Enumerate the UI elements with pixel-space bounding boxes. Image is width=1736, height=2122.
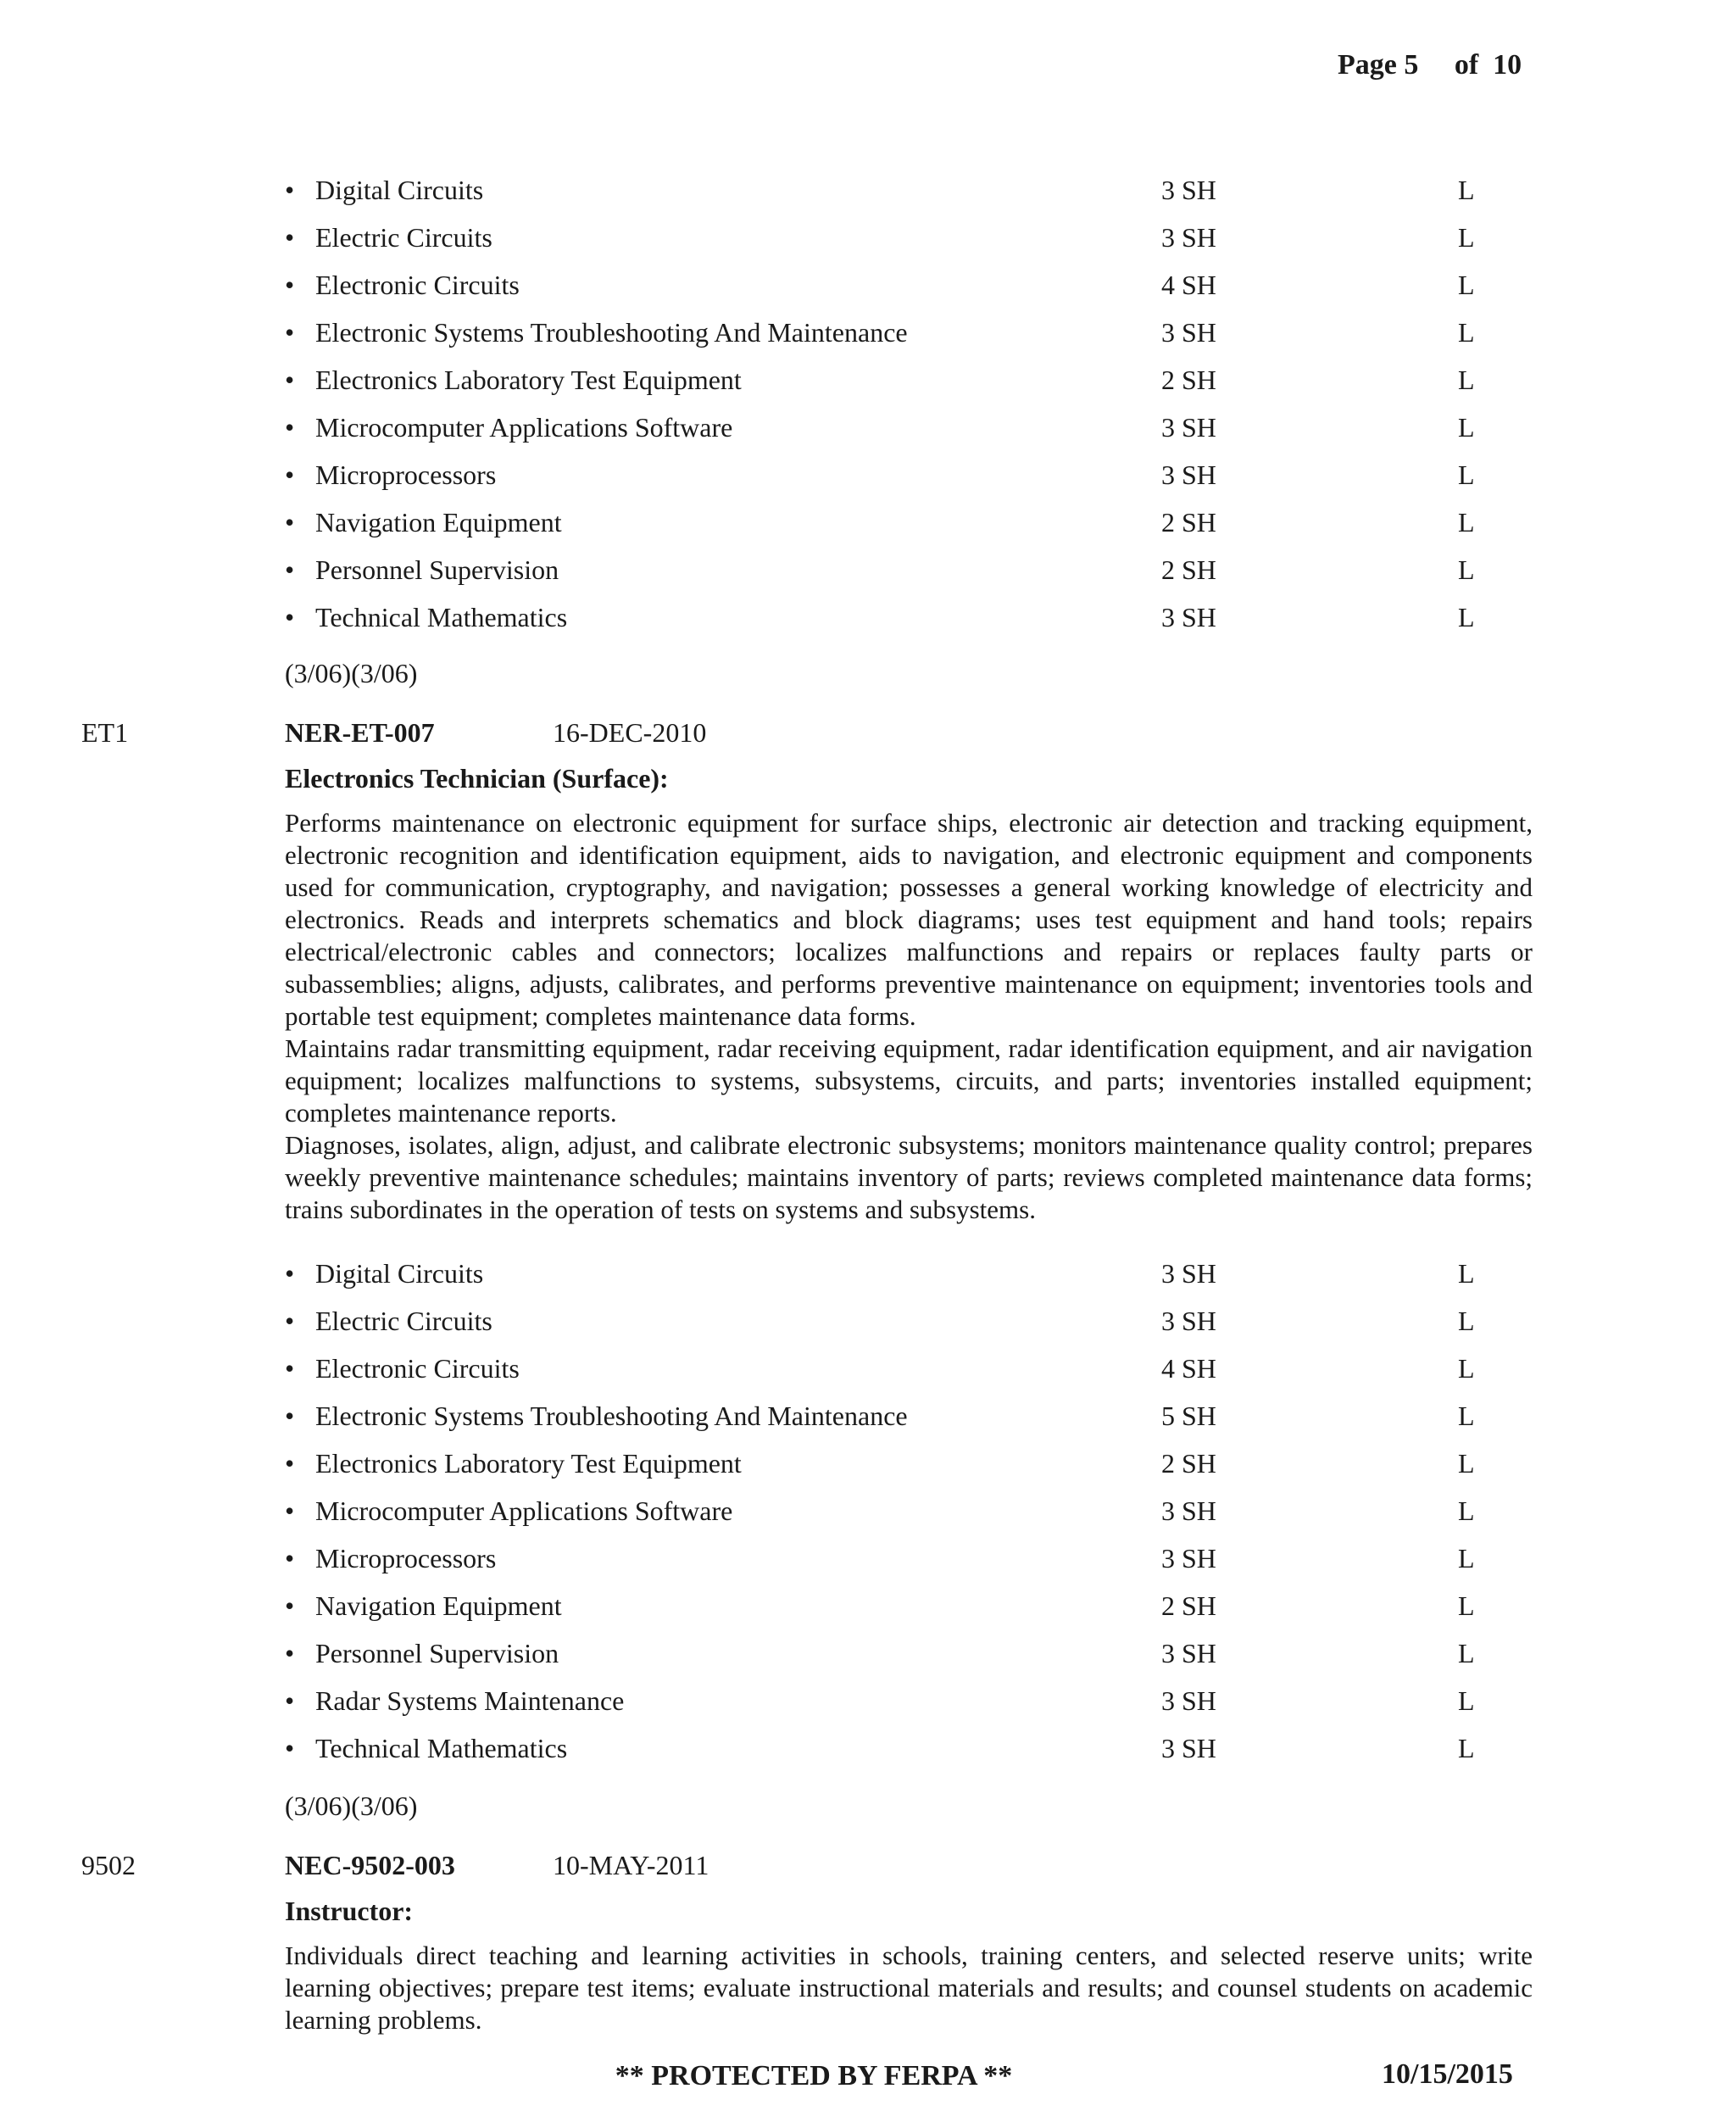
- description-paragraph: Performs maintenance on electronic equipment for surface ships, electronic air detection and tracking equipment, electronic recognition and identification equipment, aids to navigation, and electronic equipment and components used for communication, cryptography, and navigation; possesses a general working knowledge of electricity and electronics. Reads and interprets schematics and block diagrams; uses test equipment and hand tools; repairs electrical/electronic cables and connectors; localizes malfunctions and repairs or replaces faulty parts or subassemblies; aligns, adjusts, calibrates, and performs preventive maintenance on equipment; inventories tools and portable test equipment; completes maintenance data forms.: [285, 808, 1533, 1031]
- list-item: [0, 1401, 1736, 1448]
- course-name: Technical Mathematics: [315, 602, 568, 632]
- course-level: L: [1458, 1448, 1475, 1479]
- course-credit: 2 SH: [1161, 365, 1216, 395]
- bullet-icon: •: [285, 1353, 295, 1384]
- course-credit: 5 SH: [1161, 1401, 1216, 1431]
- bullet-icon: •: [285, 1685, 295, 1716]
- course-credit: 3 SH: [1161, 1258, 1216, 1289]
- bullet-icon: •: [285, 270, 295, 300]
- course-level: L: [1458, 1685, 1475, 1716]
- entry-title: Electronics Technician (Surface):: [285, 763, 669, 794]
- list-item: [0, 1448, 1736, 1495]
- course-credit: 3 SH: [1161, 1306, 1216, 1336]
- course-level: L: [1458, 1733, 1475, 1763]
- list-item: [0, 365, 1736, 412]
- entry-title: Instructor:: [285, 1896, 414, 1926]
- description-paragraph: Diagnoses, isolates, align, adjust, and calibrate electronic subsystems; monitors maintenance quality control; prepares weekly preventive maintenance schedules; maintains inventory of parts; reviews completed maintenance data forms; trains subordinates in the operation of tests on systems and subsystems.: [285, 1130, 1533, 1224]
- course-name: Microcomputer Applications Software: [315, 412, 733, 443]
- course-credit: 3 SH: [1161, 602, 1216, 632]
- course-level: L: [1458, 459, 1475, 490]
- list-item: [0, 1685, 1736, 1733]
- course-level: L: [1458, 365, 1475, 395]
- course-level: L: [1458, 412, 1475, 443]
- course-level: L: [1458, 1258, 1475, 1289]
- course-name: Electronics Laboratory Test Equipment: [315, 365, 742, 395]
- course-credit: 3 SH: [1161, 1638, 1216, 1668]
- course-credit: 3 SH: [1161, 459, 1216, 490]
- bullet-icon: •: [285, 1401, 295, 1431]
- bullet-icon: •: [285, 1733, 295, 1763]
- course-level: L: [1458, 1590, 1475, 1621]
- course-level: L: [1458, 317, 1475, 348]
- course-name: Radar Systems Maintenance: [315, 1685, 625, 1716]
- bullet-icon: •: [285, 602, 295, 632]
- entry-date: 16-DEC-2010: [553, 717, 707, 748]
- course-credit: 3 SH: [1161, 175, 1216, 205]
- bullet-icon: •: [285, 222, 295, 253]
- course-credit: 2 SH: [1161, 1448, 1216, 1479]
- list-item: [0, 507, 1736, 554]
- list-item: [0, 270, 1736, 317]
- course-name: Electronic Circuits: [315, 270, 520, 300]
- course-name: Technical Mathematics: [315, 1733, 568, 1763]
- bullet-icon: •: [285, 507, 295, 537]
- footer-date: 10/15/2015: [1382, 2058, 1513, 2090]
- bullet-icon: •: [285, 1258, 295, 1289]
- course-level: L: [1458, 270, 1475, 300]
- course-name: Electronic Circuits: [315, 1353, 520, 1384]
- course-level: L: [1458, 554, 1475, 585]
- course-credit: 3 SH: [1161, 412, 1216, 443]
- course-level: L: [1458, 222, 1475, 253]
- course-credit: 3 SH: [1161, 317, 1216, 348]
- list-item: [0, 602, 1736, 649]
- list-item: [0, 317, 1736, 365]
- bullet-icon: •: [285, 1543, 295, 1573]
- course-credit: 2 SH: [1161, 507, 1216, 537]
- course-name: Electric Circuits: [315, 222, 492, 253]
- course-credit: 4 SH: [1161, 1353, 1216, 1384]
- course-name: Microcomputer Applications Software: [315, 1495, 733, 1526]
- course-name: Microprocessors: [315, 1543, 497, 1573]
- course-credit: 3 SH: [1161, 1733, 1216, 1763]
- bullet-icon: •: [285, 1590, 295, 1621]
- bullet-icon: •: [285, 175, 295, 205]
- entry-id: NEC-9502-003: [285, 1850, 455, 1880]
- list-item: [0, 175, 1736, 222]
- entry-description: [285, 807, 1533, 1226]
- course-credit: 2 SH: [1161, 554, 1216, 585]
- course-credit: 3 SH: [1161, 222, 1216, 253]
- bullet-icon: •: [285, 317, 295, 348]
- course-name: Microprocessors: [315, 459, 497, 490]
- course-name: Personnel Supervision: [315, 1638, 559, 1668]
- course-level: L: [1458, 1353, 1475, 1384]
- course-level: L: [1458, 1306, 1475, 1336]
- course-name: Electronics Laboratory Test Equipment: [315, 1448, 742, 1479]
- list-item: [0, 554, 1736, 602]
- course-name: Navigation Equipment: [315, 507, 562, 537]
- list-item: [0, 1258, 1736, 1306]
- course-name: Personnel Supervision: [315, 554, 559, 585]
- list-item: [0, 1306, 1736, 1353]
- course-level: L: [1458, 602, 1475, 632]
- list-item: [0, 1638, 1736, 1685]
- course-dates: (3/06)(3/06): [285, 1791, 418, 1821]
- list-item: [0, 1733, 1736, 1780]
- list-item: [0, 459, 1736, 507]
- course-credit: 2 SH: [1161, 1590, 1216, 1621]
- course-level: L: [1458, 1401, 1475, 1431]
- list-item: [0, 222, 1736, 270]
- bullet-icon: •: [285, 459, 295, 490]
- course-credit: 4 SH: [1161, 270, 1216, 300]
- description-paragraph: Individuals direct teaching and learning activities in schools, training centers, and selected reserve units; write learning objectives; prepare test items; evaluate instructional materials and results; and counsel students on academic learning problems.: [285, 1941, 1533, 2035]
- course-level: L: [1458, 1495, 1475, 1526]
- bullet-icon: •: [285, 1495, 295, 1526]
- list-item: [0, 1495, 1736, 1543]
- bullet-icon: •: [285, 1638, 295, 1668]
- course-name: Electronic Systems Troubleshooting And Maintenance: [315, 317, 908, 348]
- course-name: Digital Circuits: [315, 175, 484, 205]
- course-credit: 3 SH: [1161, 1685, 1216, 1716]
- ferpa-notice: ** PROTECTED BY FERPA **: [615, 2060, 1013, 2091]
- list-item: [0, 1353, 1736, 1401]
- bullet-icon: •: [285, 1306, 295, 1336]
- course-credit: 3 SH: [1161, 1543, 1216, 1573]
- bullet-icon: •: [285, 1448, 295, 1479]
- course-credit: 3 SH: [1161, 1495, 1216, 1526]
- course-name: Digital Circuits: [315, 1258, 484, 1289]
- course-level: L: [1458, 175, 1475, 205]
- entry-date: 10-MAY-2011: [553, 1850, 709, 1880]
- list-item: [0, 1543, 1736, 1590]
- bullet-icon: •: [285, 365, 295, 395]
- course-dates: (3/06)(3/06): [285, 658, 418, 688]
- course-name: Electronic Systems Troubleshooting And Maintenance: [315, 1401, 908, 1431]
- course-level: L: [1458, 1638, 1475, 1668]
- entry-code: ET1: [81, 717, 129, 748]
- list-item: [0, 412, 1736, 459]
- entry-code: 9502: [81, 1850, 136, 1880]
- course-name: Electric Circuits: [315, 1306, 492, 1336]
- list-item: [0, 1590, 1736, 1638]
- course-level: L: [1458, 1543, 1475, 1573]
- bullet-icon: •: [285, 554, 295, 585]
- bullet-icon: •: [285, 412, 295, 443]
- entry-id: NER-ET-007: [285, 717, 435, 748]
- entry-description: [285, 1940, 1533, 2036]
- course-name: Navigation Equipment: [315, 1590, 562, 1621]
- description-paragraph: Maintains radar transmitting equipment, radar receiving equipment, radar identification equipment, and air navigation equipment; localizes malfunctions to systems, subsystems, circuits, and parts; inventories installed equipment; completes maintenance reports.: [285, 1033, 1533, 1128]
- page-number: Page 5 of 10: [1338, 49, 1522, 81]
- course-level: L: [1458, 507, 1475, 537]
